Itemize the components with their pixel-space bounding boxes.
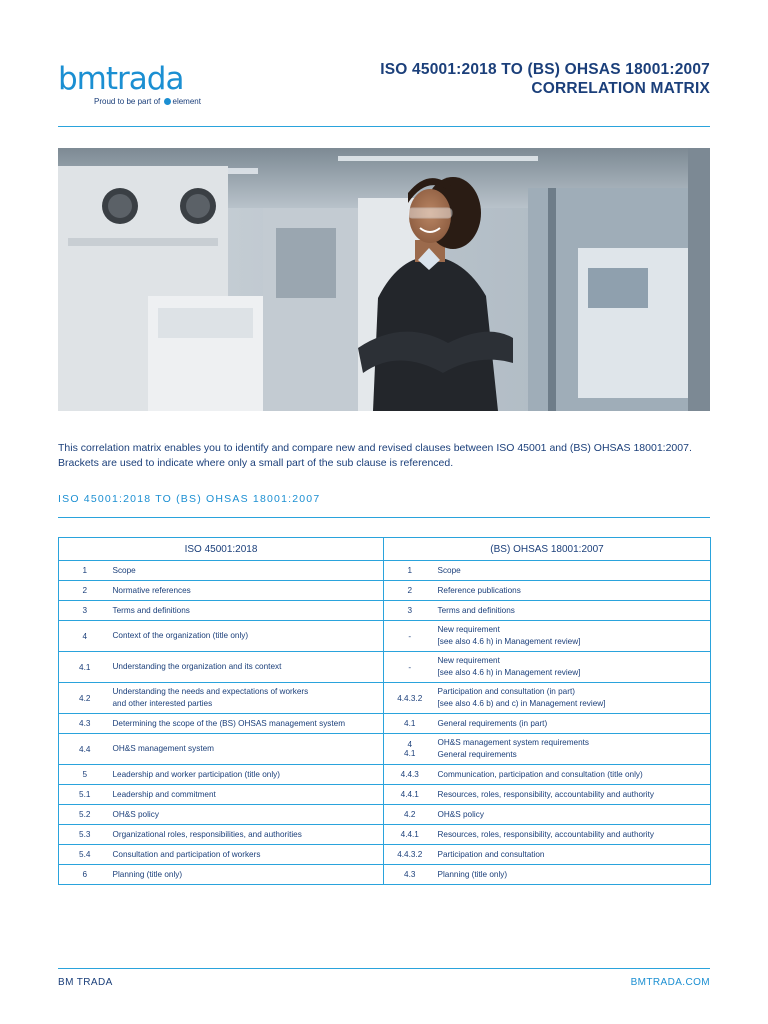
ohsas18001-clause-title [436,785,711,805]
iso45001-clause-title [111,845,384,865]
iso45001-clause-title [111,785,384,805]
ohsas18001-clause-title [436,765,711,785]
ohsas18001-clause-number [384,581,436,601]
hero-photo [58,148,710,411]
header-divider [58,126,710,127]
ohsas18001-clause-title-line: OH&S management system requirements [437,738,590,747]
ohsas18001-clause-title [436,601,711,621]
ohsas18001-clause-title-line: Resources, roles, responsibility, accountability and authority [437,829,654,839]
ohsas18001-clause-number-line: - [408,631,412,641]
ohsas18001-clause-number-line: 4 [407,740,413,749]
ohsas18001-clause-number [384,601,436,621]
ohsas18001-clause-number-line: - [408,662,412,672]
ohsas18001-clause-title [436,561,711,581]
ohsas18001-clause-title-line: [see also 4.6 h) in Management review] [437,637,581,646]
iso45001-clause-title-line: Context of the organization (title only) [112,631,249,640]
table-row [59,825,711,845]
iso45001-clause-number: 5 [59,765,111,785]
iso45001-clause-title [111,581,384,601]
table-row [59,621,711,652]
correlation-table [58,537,711,885]
iso45001-clause-title-line: OH&S management system [112,744,214,753]
ohsas18001-clause-number-line: 4.2 [404,810,416,819]
column-header-iso45001: ISO 45001:2018 [59,538,384,561]
ohsas18001-clause-number [384,865,436,885]
ohsas18001-clause-number-line: 4.4.3.2 [397,693,423,703]
ohsas18001-clause-number [384,765,436,785]
iso45001-clause-number: 2 [59,581,111,601]
table-row [59,734,711,765]
ohsas18001-clause-title [436,865,711,885]
iso45001-clause-title [111,865,384,885]
iso45001-clause-title [111,621,384,652]
iso45001-clause-title-line: Leadership and commitment [112,789,216,799]
table-body [59,561,711,885]
ohsas18001-clause-number-line: 4.4.1 [400,830,419,839]
ohsas18001-clause-title-line: Participation and consultation (in part) [437,687,575,696]
table-row [59,805,711,825]
ohsas18001-clause-title-line: Reference publications [437,585,521,595]
iso45001-clause-number: 6 [59,865,111,885]
ohsas18001-clause-title-line: Scope [437,565,461,575]
iso45001-clause-title-line: Consultation and participation of workers [112,849,261,859]
logo-tagline-brand: element [172,97,201,106]
logo-tagline [94,97,228,106]
ohsas18001-clause-number [384,785,436,805]
iso45001-clause-number: 5.2 [59,805,111,825]
ohsas18001-clause-number-line: 4.4.3.2 [397,850,423,859]
ohsas18001-clause-title [436,714,711,734]
ohsas18001-clause-title [436,825,711,845]
ohsas18001-clause-number-line: 4.1 [404,719,416,728]
iso45001-clause-title-line: Leadership and worker participation (title only) [112,769,280,779]
table-row [59,765,711,785]
ohsas18001-clause-number [384,652,436,683]
ohsas18001-clause-number [384,621,436,652]
iso45001-clause-title [111,714,384,734]
iso45001-clause-title-line: Terms and definitions [112,605,190,615]
iso45001-clause-title-line: Understanding the needs and expectations of workers [112,687,309,696]
iso45001-clause-number: 4.2 [59,683,111,714]
ohsas18001-clause-title-line: OH&S policy [437,809,484,819]
iso45001-clause-title-line: OH&S policy [112,809,159,819]
intro-paragraph: This correlation matrix enables you to identify and compare new and revised clauses between ISO 45001 and (BS) OHSAS 18001:2007. Brackets are used to indicate where only a small part of the sub clause is referenced. [58,442,692,469]
iso45001-clause-title [111,683,384,714]
ohsas18001-clause-title-line: General requirements (in part) [437,718,548,728]
iso45001-clause-title [111,805,384,825]
iso45001-clause-title [111,734,384,765]
iso45001-clause-title [111,652,384,683]
table-row [59,683,711,714]
iso45001-clause-number: 5.1 [59,785,111,805]
ohsas18001-clause-title-line: [see also 4.6 b) and c) in Management review] [437,699,606,708]
iso45001-clause-number: 4.1 [59,652,111,683]
iso45001-clause-title-line: and other interested parties [112,699,213,708]
table-row [59,865,711,885]
iso45001-clause-number: 5.4 [59,845,111,865]
footer-brand: BM TRADA [58,977,113,988]
ohsas18001-clause-title [436,581,711,601]
ohsas18001-clause-title-line: Terms and definitions [437,605,515,615]
iso45001-clause-title [111,825,384,845]
table-row [59,652,711,683]
iso45001-clause-title [111,765,384,785]
iso45001-clause-title-line: Determining the scope of the (BS) OHSAS management system [112,718,346,728]
ohsas18001-clause-title-line: Planning (title only) [437,869,508,879]
ohsas18001-clause-number [384,734,436,765]
element-logo-icon [164,98,171,105]
ohsas18001-clause-title-line: New requirement [437,656,500,665]
section-divider [58,517,710,518]
ohsas18001-clause-number-line: 1 [407,566,413,575]
section-heading: ISO 45001:2018 TO (BS) OHSAS 18001:2007 [58,493,321,505]
table-row [59,601,711,621]
ohsas18001-clause-title [436,621,711,652]
document-title [380,60,710,98]
iso45001-clause-number: 5.3 [59,825,111,845]
title-line-1: ISO 45001:2018 TO (BS) OHSAS 18001:2007 [380,61,710,78]
title-line-2: CORRELATION MATRIX [531,80,710,97]
logo-tagline-prefix: Proud to be part of [94,97,161,106]
ohsas18001-clause-number-line: 2 [407,586,413,595]
iso45001-clause-number: 4.3 [59,714,111,734]
ohsas18001-clause-title-line: New requirement [437,625,500,634]
iso45001-clause-number: 4.4 [59,734,111,765]
column-header-ohsas18001: (BS) OHSAS 18001:2007 [384,538,711,561]
ohsas18001-clause-number-line: 4.4.3 [400,770,419,779]
ohsas18001-clause-number-line: 4.1 [404,749,416,758]
iso45001-clause-title [111,601,384,621]
footer-divider [58,968,710,969]
table-row [59,785,711,805]
ohsas18001-clause-title-line: [see also 4.6 h) in Management review] [437,668,581,677]
iso45001-clause-title-line: Understanding the organization and its context [112,662,282,671]
footer-website-link[interactable]: BMTRADA.COM [630,977,710,988]
ohsas18001-clause-number [384,845,436,865]
ohsas18001-clause-title [436,734,711,765]
ohsas18001-clause-title-line: Participation and consultation [437,849,545,859]
table-row [59,845,711,865]
ohsas18001-clause-number-line: 3 [407,606,413,615]
ohsas18001-clause-title [436,805,711,825]
table-row [59,581,711,601]
ohsas18001-clause-title [436,652,711,683]
ohsas18001-clause-title-line: Communication, participation and consultation (title only) [437,769,643,779]
ohsas18001-clause-number [384,825,436,845]
ohsas18001-clause-number [384,714,436,734]
ohsas18001-clause-number [384,561,436,581]
table-row [59,561,711,581]
iso45001-clause-title-line: Normative references [112,585,191,595]
iso45001-clause-number: 3 [59,601,111,621]
iso45001-clause-title-line: Planning (title only) [112,869,183,879]
iso45001-clause-number: 4 [59,621,111,652]
iso45001-clause-number: 1 [59,561,111,581]
iso45001-clause-title [111,561,384,581]
table-header-row [59,538,711,561]
ohsas18001-clause-number-line: 4.3 [404,870,416,879]
bmtrada-logo [58,62,228,106]
table-row [59,714,711,734]
ohsas18001-clause-number [384,683,436,714]
iso45001-clause-title-line: Scope [112,565,136,575]
iso45001-clause-title-line: Organizational roles, responsibilities, and authorities [112,829,302,839]
ohsas18001-clause-title [436,683,711,714]
ohsas18001-clause-number [384,805,436,825]
logo-wordmark: bmtrada [58,61,184,97]
ohsas18001-clause-number-line: 4.4.1 [400,790,419,799]
ohsas18001-clause-title-line: Resources, roles, responsibility, accountability and authority [437,789,654,799]
ohsas18001-clause-title [436,845,711,865]
ohsas18001-clause-title-line: General requirements [437,750,517,759]
